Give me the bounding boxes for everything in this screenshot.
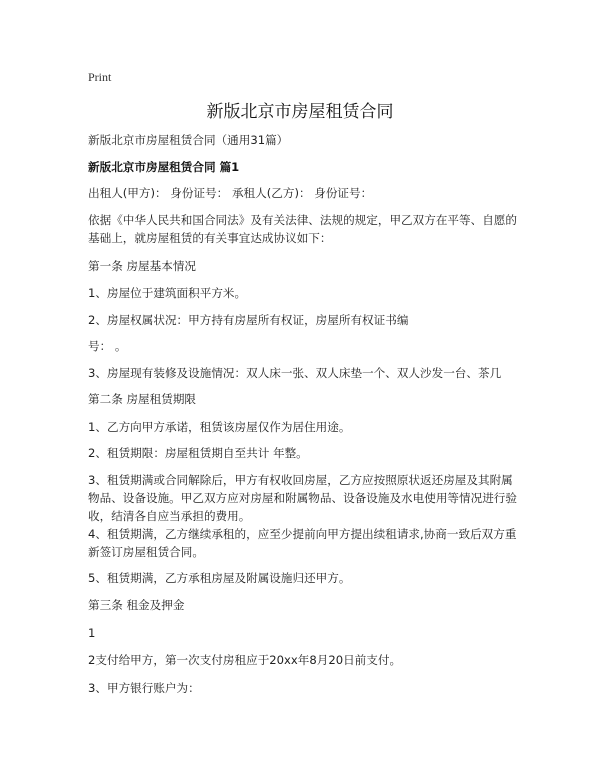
paragraph: 1、乙方向甲方承诺，租赁该房屋仅作为居住用途。 xyxy=(88,420,351,434)
paragraph: 3、房屋现有装修及设施情况：双人床一张、双人床垫一个、双人沙发一台、茶几 xyxy=(88,366,502,380)
paragraph: 号： 。 xyxy=(88,339,127,353)
paragraph: 2、房屋权属状况：甲方持有房屋所有权证，房屋所有权证书编 xyxy=(88,313,409,327)
clause-heading: 第二条 房屋租赁期限 xyxy=(88,392,197,406)
paragraph: 3、租赁期满或合同解除后，甲方有权收回房屋，乙方应按照原状返还房屋及其附属物品、设备设施。甲乙双方应对房屋和附属物品、设备设施及水电使用等情况进行验收，结清各自应当承担的费用。 xyxy=(88,473,517,523)
clause-heading: 第三条 租金及押金 xyxy=(88,598,185,612)
paragraph: 5、租赁期满，乙方承租房屋及附属设施归还甲方。 xyxy=(88,571,351,585)
paragraph: 1 xyxy=(88,626,96,640)
print-link[interactable]: Print xyxy=(88,70,112,84)
clause-heading: 第一条 房屋基本情况 xyxy=(88,259,197,273)
paragraph: 出租人(甲方)： 身份证号： 承租人(乙方)： 身份证号： xyxy=(88,186,373,200)
paragraph: 4、租赁期满，乙方继续承租的，应至少提前向甲方提出续租请求,协商一致后双方重新签订房屋租赁合同。 xyxy=(88,527,517,559)
paragraph: 2、租赁期限：房屋租赁期自至共计 年整。 xyxy=(88,446,308,460)
paragraph: 2支付给甲方，第一次支付房租应于20xx年8月20日前支付。 xyxy=(88,653,402,667)
paragraph: 1、房屋位于建筑面积平方米。 xyxy=(88,286,247,300)
section-heading: 新版北京市房屋租赁合同 篇1 xyxy=(88,160,240,174)
document-title: 新版北京市房屋租赁合同 xyxy=(206,102,394,122)
paragraph: 依据《中华人民共和国合同法》及有关法律、法规的规定，甲乙双方在平等、自愿的基础上，就房屋租赁的有关事宜达成协议如下： xyxy=(88,213,517,245)
document-subtitle: 新版北京市房屋租赁合同（通用31篇） xyxy=(88,133,289,147)
paragraph: 3、甲方银行账户为： xyxy=(88,681,200,695)
